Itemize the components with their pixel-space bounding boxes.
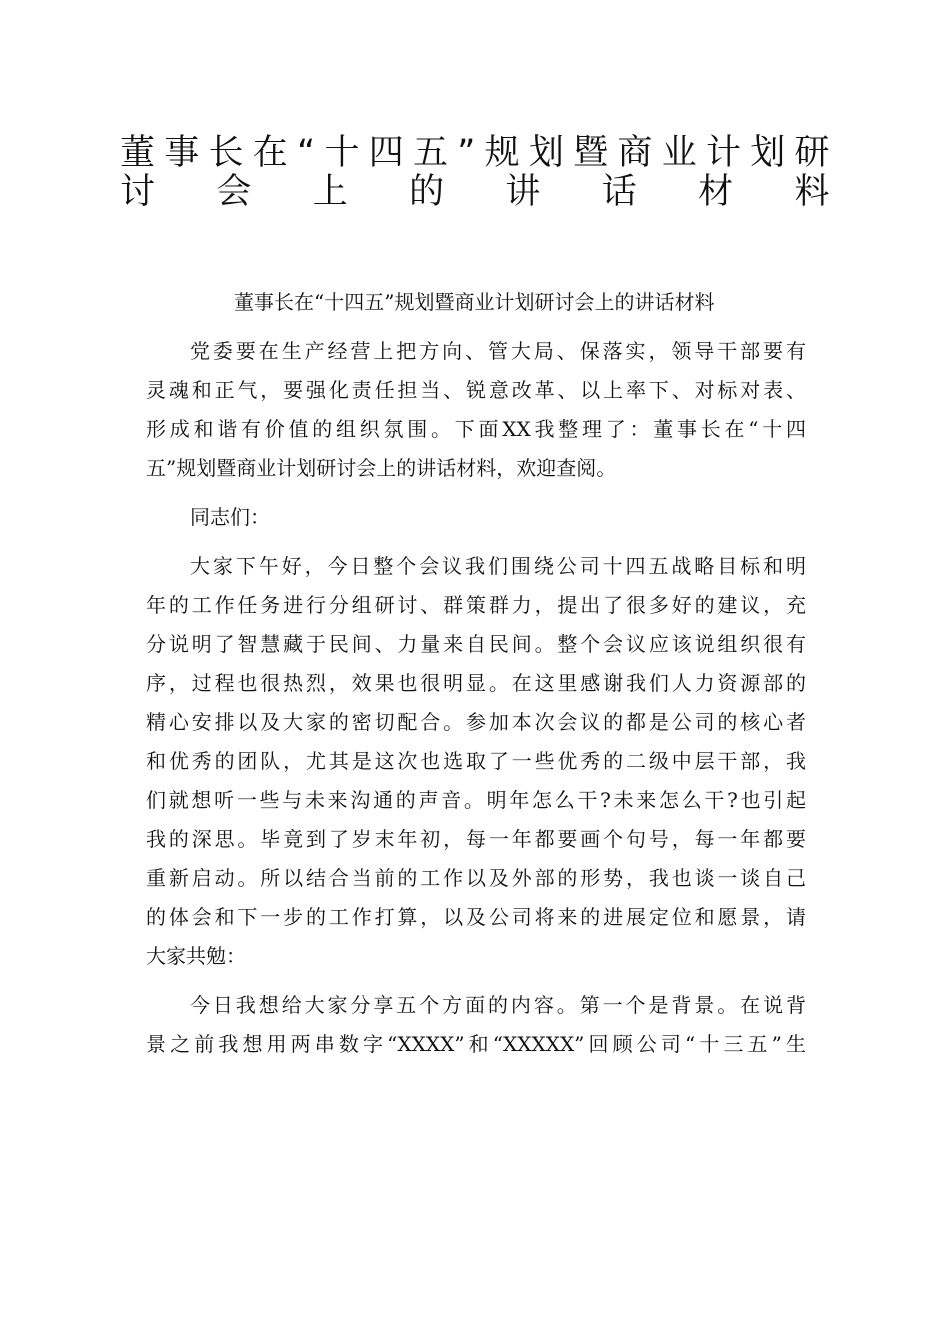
paragraph-main xyxy=(146,547,806,976)
text-line: 序，过程也很热烈，效果也很明显。在这里感谢我们人力资源部的 xyxy=(146,671,806,695)
text-line: 董事长在“十四五”规划暨商业计划研讨会上的讲话材料 xyxy=(234,290,715,314)
document-body xyxy=(146,283,806,1074)
text-line: 年的工作任务进行分组研讨、群策群力，提出了很多好的建议，充 xyxy=(146,593,806,617)
paragraph-salutation xyxy=(146,498,806,537)
document-title xyxy=(120,128,830,212)
text-line: 灵魂和正气，要强化责任担当、锐意改革、以上率下、对标对表、 xyxy=(146,378,806,402)
text-line: 形成和谐有价值的组织氛围。下面XX我整理了：董事长在“十四 xyxy=(146,417,806,441)
text-line: 同志们： xyxy=(190,505,270,529)
text-line: 五”规划暨商业计划研讨会上的讲话材料，欢迎查阅。 xyxy=(146,456,617,480)
title-line: 董事长在“十四五”规划暨商业计划研 xyxy=(120,133,830,173)
text-line: 的体会和下一步的工作打算，以及公司将来的进展定位和愿景，请 xyxy=(146,905,806,929)
text-line: 今日我想给大家分享五个方面的内容。第一个是背景。在说背 xyxy=(190,993,806,1017)
text-line: 党委要在生产经营上把方向、管大局、保落实，领导干部要有 xyxy=(190,339,806,363)
paragraph-subtitle xyxy=(146,283,806,322)
text-line: 精心安排以及大家的密切配合。参加本次会议的都是公司的核心者 xyxy=(146,710,806,734)
text-line: 景之前我想用两串数字“XXXX”和“XXXXX”回顾公司“十三五”生 xyxy=(146,1032,806,1056)
paragraph-topics xyxy=(146,986,806,1064)
paragraph-intro xyxy=(146,332,806,488)
text-line: 大家下午好，今日整个会议我们围绕公司十四五战略目标和明 xyxy=(190,554,806,578)
title-line: 讨会上的讲话材料 xyxy=(120,172,830,212)
text-line: 重新启动。所以结合当前的工作以及外部的形势，我也谈一谈自己 xyxy=(146,866,806,890)
text-line: 大家共勉： xyxy=(146,944,246,968)
text-line: 我的深思。毕竟到了岁末年初，每一年都要画个句号，每一年都要 xyxy=(146,827,806,851)
text-line: 们就想听一些与未来沟通的声音。明年怎么干?未来怎么干?也引起 xyxy=(146,788,806,812)
text-line: 和优秀的团队，尤其是这次也选取了一些优秀的二级中层干部，我 xyxy=(146,749,806,773)
text-line: 分说明了智慧藏于民间、力量来自民间。整个会议应该说组织很有 xyxy=(146,632,806,656)
